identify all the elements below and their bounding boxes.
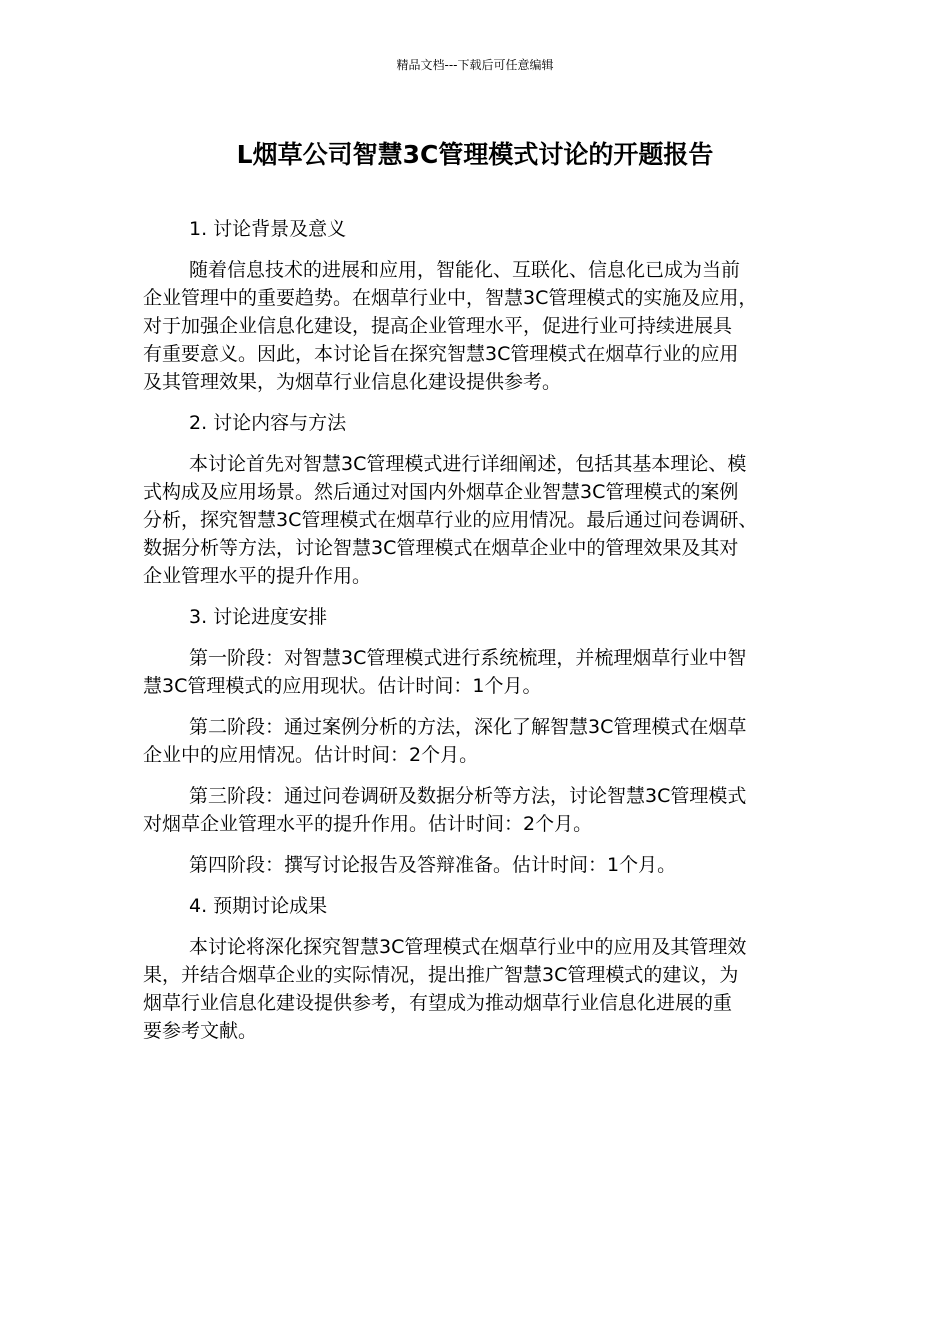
text-line: 果，并结合烟草企业的实际情况，提出推广智慧3C管理模式的建议，为 bbox=[143, 964, 739, 986]
section-heading-background: 1. 讨论背景及意义 bbox=[189, 218, 347, 240]
paragraph-stage-1 bbox=[143, 644, 811, 700]
text-line: 对烟草企业管理水平的提升作用。估计时间：2个月。 bbox=[143, 813, 593, 835]
text-line: 式构成及应用场景。然后通过对国内外烟草企业智慧3C管理模式的案例 bbox=[143, 481, 739, 503]
text-line: 第二阶段：通过案例分析的方法，深化了解智慧3C管理模式在烟草 bbox=[189, 716, 747, 738]
section-heading-schedule: 3. 讨论进度安排 bbox=[189, 606, 328, 628]
text-line: 本讨论将深化探究智慧3C管理模式在烟草行业中的应用及其管理效 bbox=[189, 936, 747, 958]
paragraph-stage-4 bbox=[143, 851, 811, 879]
paragraph bbox=[143, 256, 811, 396]
document-body bbox=[143, 215, 811, 1058]
text-line: 数据分析等方法，讨论智慧3C管理模式在烟草企业中的管理效果及其对 bbox=[143, 537, 739, 559]
paragraph bbox=[143, 450, 811, 590]
text-line: 企业管理水平的提升作用。 bbox=[143, 565, 372, 587]
text-line: 企业中的应用情况。估计时间：2个月。 bbox=[143, 744, 479, 766]
document-title: L烟草公司智慧3C管理模式讨论的开题报告 bbox=[236, 140, 714, 169]
text-line: 第四阶段：撰写讨论报告及答辩准备。估计时间：1个月。 bbox=[189, 854, 677, 876]
text-line: 第一阶段：对智慧3C管理模式进行系统梳理，并梳理烟草行业中智 bbox=[189, 647, 747, 669]
text-line: 及其管理效果，为烟草行业信息化建设提供参考。 bbox=[143, 371, 562, 393]
text-line: 要参考文献。 bbox=[143, 1020, 258, 1042]
paragraph-stage-2 bbox=[143, 713, 811, 769]
text-line: 本讨论首先对智慧3C管理模式进行详细阐述，包括其基本理论、模 bbox=[189, 453, 747, 475]
section-heading-expected-results: 4. 预期讨论成果 bbox=[189, 895, 328, 917]
paragraph bbox=[143, 933, 811, 1045]
text-line: 对于加强企业信息化建设，提高企业管理水平，促进行业可持续进展具 bbox=[143, 315, 733, 337]
page-header: 精品文档---下载后可任意编辑 bbox=[396, 58, 554, 72]
text-line: 烟草行业信息化建设提供参考，有望成为推动烟草行业信息化进展的重 bbox=[143, 992, 733, 1014]
text-line: 有重要意义。因此，本讨论旨在探究智慧3C管理模式在烟草行业的应用 bbox=[143, 343, 739, 365]
section-heading-content-methods: 2. 讨论内容与方法 bbox=[189, 412, 347, 434]
text-line: 慧3C管理模式的应用现状。估计时间：1个月。 bbox=[143, 675, 542, 697]
text-line: 分析，探究智慧3C管理模式在烟草行业的应用情况。最后通过问卷调研、 bbox=[143, 509, 758, 531]
text-line: 第三阶段：通过问卷调研及数据分析等方法，讨论智慧3C管理模式 bbox=[189, 785, 747, 807]
paragraph-stage-3 bbox=[143, 782, 811, 838]
text-line: 企业管理中的重要趋势。在烟草行业中，智慧3C管理模式的实施及应用， bbox=[143, 287, 758, 309]
text-line: 随着信息技术的进展和应用，智能化、互联化、信息化已成为当前 bbox=[189, 259, 741, 281]
